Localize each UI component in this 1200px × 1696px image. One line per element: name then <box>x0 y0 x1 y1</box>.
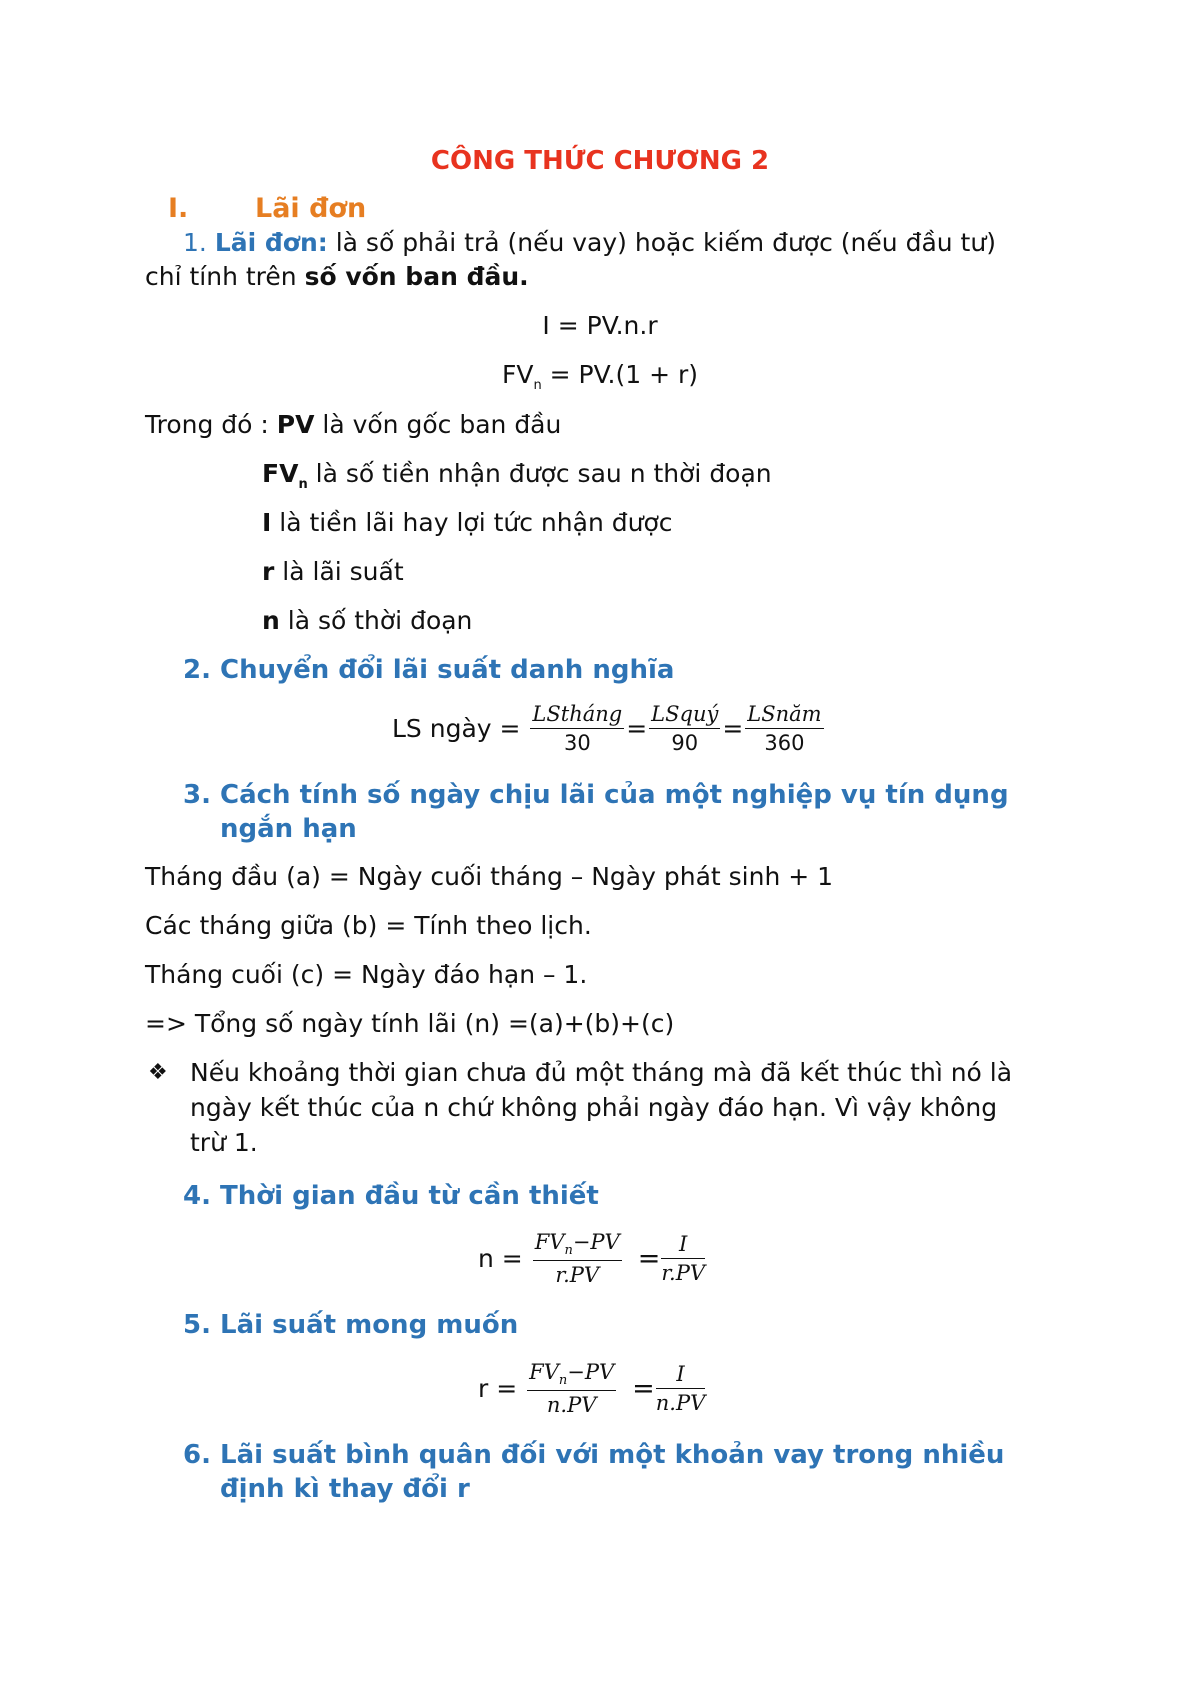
formula-r-lhs: r = <box>478 1373 518 1403</box>
section-number: I. <box>168 193 189 224</box>
def-fv-text: là số tiền nhận được sau n thời đoạn <box>307 459 772 488</box>
item5-heading: 5. Lãi suất mong muốn <box>183 1310 519 1340</box>
frac-n-num-fv: FV <box>534 1230 565 1254</box>
frac-r-num-rest: −PV <box>567 1360 615 1384</box>
fraction-quarter-den: 90 <box>671 731 699 756</box>
formula-ls-conversion <box>390 702 824 756</box>
section-heading: Lãi đơn <box>255 193 367 224</box>
formula-r <box>476 1360 705 1418</box>
calc-middle-months: Các tháng giữa (b) = Tính theo lịch. <box>145 911 592 940</box>
frac-n2-den: r.PV <box>661 1260 706 1285</box>
def-i-var: I <box>262 508 272 537</box>
def-n-var: n <box>262 606 280 635</box>
formula-future-value <box>0 360 1200 394</box>
note-line-1: Nếu khoảng thời gian chưa đủ một tháng mà đã kết thúc thì nó là <box>190 1058 1013 1087</box>
item6-heading: 6. Lãi suất bình quân đối với một khoản vay trong nhiều <box>183 1440 1005 1470</box>
formula-fv-sub: n <box>533 378 542 393</box>
frac-r2-num: I <box>656 1362 706 1389</box>
frac-n2-num: I <box>661 1232 705 1259</box>
frac-r-num-sub: n <box>558 1373 568 1389</box>
formula-ls-lhs: LS ngày = <box>392 714 521 744</box>
def-fv-sub: n <box>298 477 308 492</box>
def-pv <box>145 410 561 440</box>
def-pv-text: là vốn gốc ban đầu <box>314 410 562 439</box>
fraction-month-num: LStháng <box>530 702 624 729</box>
def-i-text: là tiền lãi hay lợi tức nhận được <box>271 508 673 537</box>
frac-n-num-rest: −PV <box>572 1230 620 1254</box>
fraction-r-1 <box>527 1360 616 1418</box>
item3-heading: 3. Cách tính số ngày chịu lãi của một nghiệp vụ tín dụng <box>183 780 1009 810</box>
note-line-2: ngày kết thúc của n chứ không phải ngày đáo hạn. Vì vậy không <box>190 1093 998 1122</box>
fraction-r-2 <box>656 1362 706 1416</box>
fraction-quarter <box>649 702 720 756</box>
fraction-n-1 <box>533 1230 622 1288</box>
def-pv-var: PV <box>276 410 315 439</box>
def-r-var: r <box>262 557 275 586</box>
fraction-quarter-num: LSquý <box>649 702 720 729</box>
calc-first-month: Tháng đầu (a) = Ngày cuối tháng – Ngày phát sinh + 1 <box>145 862 834 891</box>
page-title: CÔNG THỨC CHƯƠNG 2 <box>430 146 770 176</box>
fraction-year-den: 360 <box>764 731 805 756</box>
formula-n <box>476 1230 705 1288</box>
item1-label: Lãi đơn: <box>214 228 328 257</box>
diamond-bullet-icon: ❖ <box>148 1060 168 1085</box>
item6-heading-cont: định kì thay đổi r <box>220 1474 470 1504</box>
calc-total-days: => Tổng số ngày tính lãi (n) =(a)+(b)+(c) <box>145 1009 675 1038</box>
item1-text: là số phải trả (nếu vay) hoặc kiếm được (nếu đầu tư) <box>327 228 996 257</box>
def-fv <box>262 459 772 493</box>
formula-fv-var: FV <box>501 360 534 389</box>
fraction-n-2 <box>661 1232 705 1286</box>
frac-n-den: r.PV <box>555 1262 600 1287</box>
def-fv-var: FV <box>262 459 299 488</box>
item1-number: 1. <box>183 228 207 257</box>
formula-n-lhs: n = <box>478 1243 523 1273</box>
def-r <box>262 557 404 587</box>
fraction-month-den: 30 <box>563 731 591 756</box>
item2-heading: 2. Chuyển đổi lãi suất danh nghĩa <box>183 655 675 685</box>
formula-fv-rhs: = PV.(1 + r) <box>541 360 698 389</box>
fraction-month <box>530 702 624 756</box>
item1-text2: chỉ tính trên <box>145 262 305 291</box>
eq-sign: = <box>626 714 648 744</box>
eq-sign: = <box>722 714 744 744</box>
def-r-text: là lãi suất <box>274 557 404 586</box>
def-intro: Trong đó : <box>145 410 277 439</box>
frac-r-den: n.PV <box>546 1392 597 1417</box>
formula-simple-interest: I = PV.n.r <box>542 311 658 340</box>
frac-r2-den: n.PV <box>655 1390 706 1415</box>
fraction-year <box>745 702 823 756</box>
frac-r-num-fv: FV <box>529 1360 559 1384</box>
item4-heading: 4. Thời gian đầu từ cần thiết <box>183 1181 599 1211</box>
item1-paragraph-cont <box>145 262 529 292</box>
eq-sign: = <box>632 1372 655 1404</box>
def-i <box>262 508 672 538</box>
calc-last-month: Tháng cuối (c) = Ngày đáo hạn – 1. <box>145 960 588 989</box>
def-n <box>262 606 472 636</box>
item1-text2-bold: số vốn ban đầu. <box>304 262 529 291</box>
fraction-year-num: LSnăm <box>745 702 823 729</box>
def-n-text: là số thời đoạn <box>279 606 473 635</box>
item3-heading-cont: ngắn hạn <box>220 814 357 844</box>
eq-sign: = <box>637 1242 661 1274</box>
frac-n-num-sub: n <box>564 1243 573 1259</box>
item1-paragraph <box>183 228 996 258</box>
note-line-3: trừ 1. <box>190 1128 258 1157</box>
